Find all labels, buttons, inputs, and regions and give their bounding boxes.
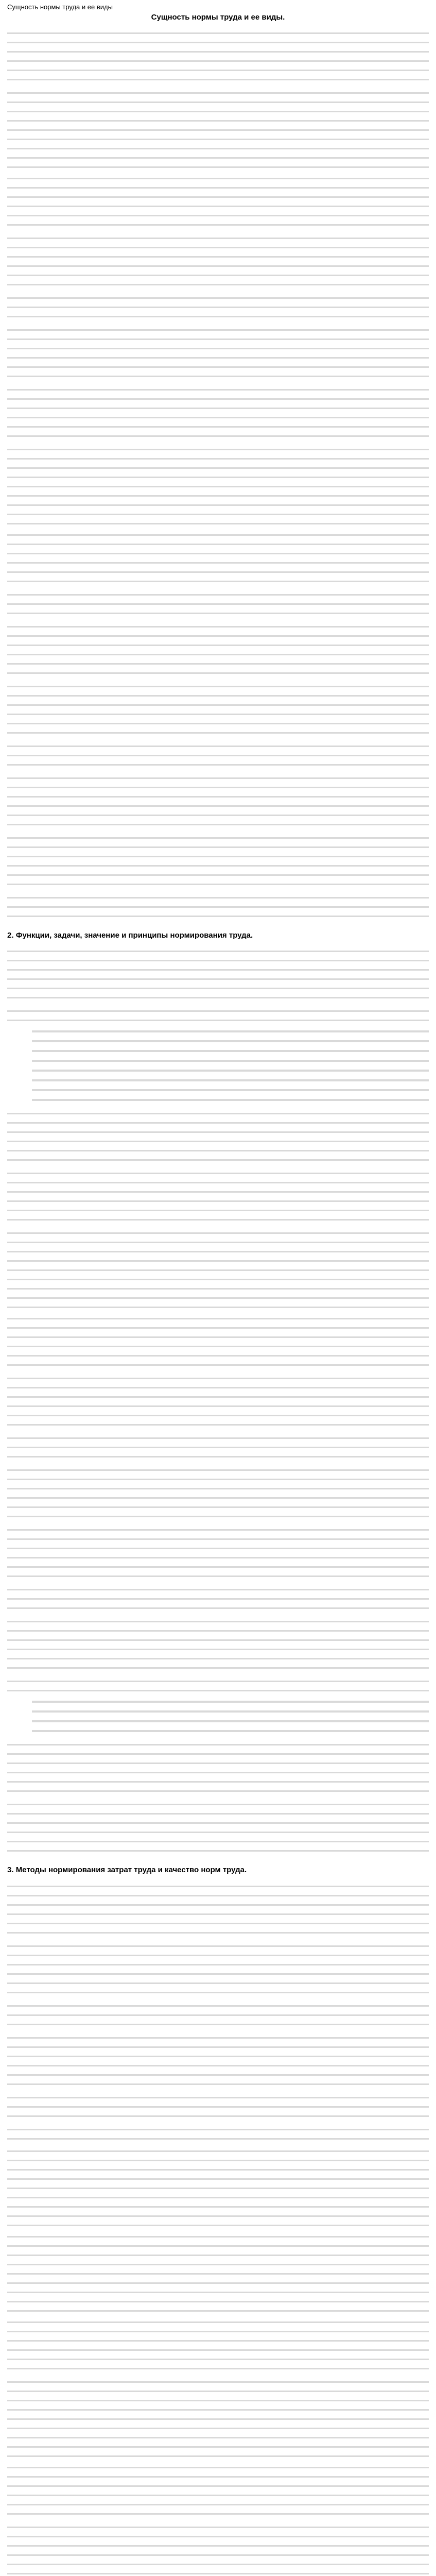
body-paragraph bbox=[7, 1313, 429, 1370]
section-title: Функции, задачи, значение и принципы нормирования труда. bbox=[15, 931, 253, 940]
body-paragraph bbox=[7, 1739, 429, 1796]
body-paragraph bbox=[7, 681, 429, 738]
list-item bbox=[32, 1086, 429, 1094]
body-paragraph bbox=[7, 946, 429, 1003]
body-paragraph bbox=[7, 621, 429, 678]
bullet-list bbox=[32, 1027, 429, 1104]
body-paragraph bbox=[7, 1941, 429, 1997]
body-paragraph bbox=[7, 2146, 429, 2228]
list-item bbox=[32, 1037, 429, 1045]
body-paragraph bbox=[7, 1524, 429, 1581]
list-item bbox=[32, 1047, 429, 1055]
body-paragraph bbox=[7, 2231, 429, 2314]
list-item bbox=[32, 1698, 429, 1706]
body-paragraph bbox=[7, 1006, 429, 1024]
document-title: Сущность нормы труда и ее виды bbox=[7, 3, 113, 11]
bullet-list bbox=[32, 1698, 429, 1735]
section-number: 2. bbox=[7, 931, 14, 940]
body-paragraph bbox=[7, 1373, 429, 1430]
body-paragraph bbox=[7, 2124, 429, 2143]
body-paragraph bbox=[7, 530, 429, 586]
body-paragraph bbox=[7, 1676, 429, 1694]
body-paragraph bbox=[7, 1168, 429, 1225]
body-paragraph bbox=[7, 28, 429, 84]
list-item bbox=[32, 1727, 429, 1735]
body-paragraph bbox=[7, 325, 429, 381]
list-item bbox=[32, 1057, 429, 1065]
body-paragraph bbox=[7, 293, 429, 321]
section-heading-2 bbox=[7, 930, 429, 941]
section-title: Методы нормирования затрат труда и качество норм труда. bbox=[15, 1866, 247, 1875]
body-paragraph bbox=[7, 2522, 429, 2576]
body-paragraph bbox=[7, 444, 429, 527]
list-item bbox=[32, 1066, 429, 1075]
body-paragraph bbox=[7, 589, 429, 618]
section-number: 3. bbox=[7, 1866, 14, 1875]
body-paragraph bbox=[7, 173, 429, 230]
body-paragraph bbox=[7, 2092, 429, 2121]
main-heading: Сущность нормы труда и ее виды. bbox=[151, 13, 285, 22]
body-paragraph bbox=[7, 384, 429, 441]
body-paragraph bbox=[7, 2377, 429, 2459]
body-paragraph bbox=[7, 1228, 429, 1310]
body-paragraph bbox=[7, 1616, 429, 1673]
body-paragraph bbox=[7, 2462, 429, 2519]
body-paragraph bbox=[7, 2032, 429, 2089]
body-paragraph bbox=[7, 1584, 429, 1613]
body-paragraph bbox=[7, 1108, 429, 1165]
list-item bbox=[32, 1076, 429, 1084]
section-heading-3 bbox=[7, 1865, 429, 1875]
body-paragraph bbox=[7, 1881, 429, 1938]
list-item bbox=[32, 1096, 429, 1104]
body-paragraph bbox=[7, 2001, 429, 2029]
body-paragraph bbox=[7, 233, 429, 290]
body-paragraph bbox=[7, 833, 429, 889]
list-item bbox=[32, 1027, 429, 1036]
body-paragraph bbox=[7, 741, 429, 770]
body-paragraph bbox=[7, 1465, 429, 1521]
body-paragraph bbox=[7, 892, 429, 921]
body-paragraph bbox=[7, 1799, 429, 1856]
body-paragraph bbox=[7, 1433, 429, 1462]
body-paragraph bbox=[7, 2317, 429, 2374]
body-paragraph bbox=[7, 88, 429, 170]
list-item bbox=[32, 1707, 429, 1716]
body-paragraph bbox=[7, 773, 429, 829]
list-item bbox=[32, 1717, 429, 1725]
